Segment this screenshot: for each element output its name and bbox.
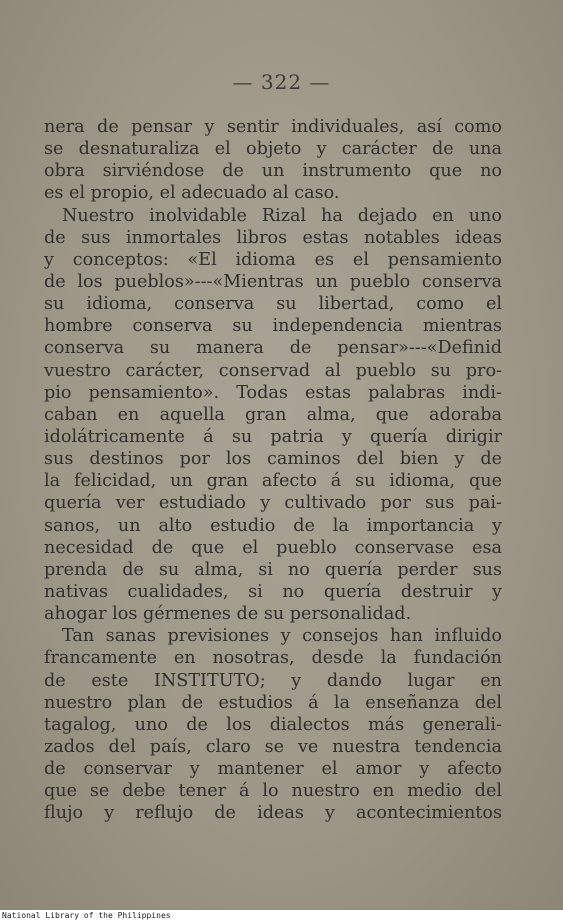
text-line: que se debe tener á lo nuestro en medio del [44,781,502,802]
text-line: de los pueblos»---«Mientras un pueblo conserva [44,271,502,292]
text-line: pio pensamiento». Todas estas palabras indi- [44,382,502,403]
text-line: su idioma, conserva su libertad, como el [44,294,502,315]
text-line: zados del país, claro se ve nuestra tendencia [44,736,502,757]
text-line: la felicidad, un gran afecto á su idioma, que [44,471,502,492]
body-text [44,116,502,825]
text-line: vuestro carácter, conservad al pueblo su pro- [44,360,502,381]
text-line: se desnaturaliza el objeto y carácter de una [44,139,502,160]
text-line: prenda de su alma, si no quería perder sus [44,559,502,580]
text-line: nuestro plan de estudios á la enseñanza del [44,692,502,713]
text-line: flujo y reflujo de ideas y acontecimientos [44,803,502,824]
page-number: — 322 — [232,70,331,94]
text-line: sus destinos por los caminos del bien y de [44,449,502,470]
text-line: Tan sanas previsiones y consejos han influido [62,626,502,647]
text-line: hombre conserva su independencia mientras [44,316,502,337]
text-line: obra sirviéndose de un instrumento que no [44,161,502,182]
text-line: y conceptos: «El idioma es el pensamiento [44,249,502,270]
text-line: quería ver estudiado y cultivado por sus pai- [44,493,502,514]
text-line: de sus inmortales libros estas notables ideas [44,227,502,248]
library-footer: National Library of the Philippines [2,911,171,920]
text-line: es el propio, el adecuado al caso. [44,183,340,204]
text-line: Nuestro inolvidable Rizal ha dejado en uno [62,205,502,226]
text-line: necesidad de que el pueblo conservase esa [44,537,502,558]
text-line: nera de pensar y sentir individuales, así como [44,117,502,137]
text-line: nativas cualidades, si no quería destruir y [44,581,502,602]
text-line: francamente en nosotras, desde la fundación [44,648,502,669]
text-line: ahogar los gérmenes de su personalidad. [44,604,412,625]
text-line: tagalog, uno de los dialectos más generali- [44,714,502,735]
text-line: de este INSTITUTO; y dando lugar en [44,670,502,691]
text-line: caban en aquella gran alma, que adoraba [44,404,502,425]
text-line: sanos, un alto estudio de la importancia y [44,515,502,536]
text-line: idolátricamente á su patria y quería dirigir [44,426,502,447]
text-line: conserva su manera de pensar»---«Definid [44,338,502,359]
text-line: de conservar y mantener el amor y afecto [44,759,502,780]
